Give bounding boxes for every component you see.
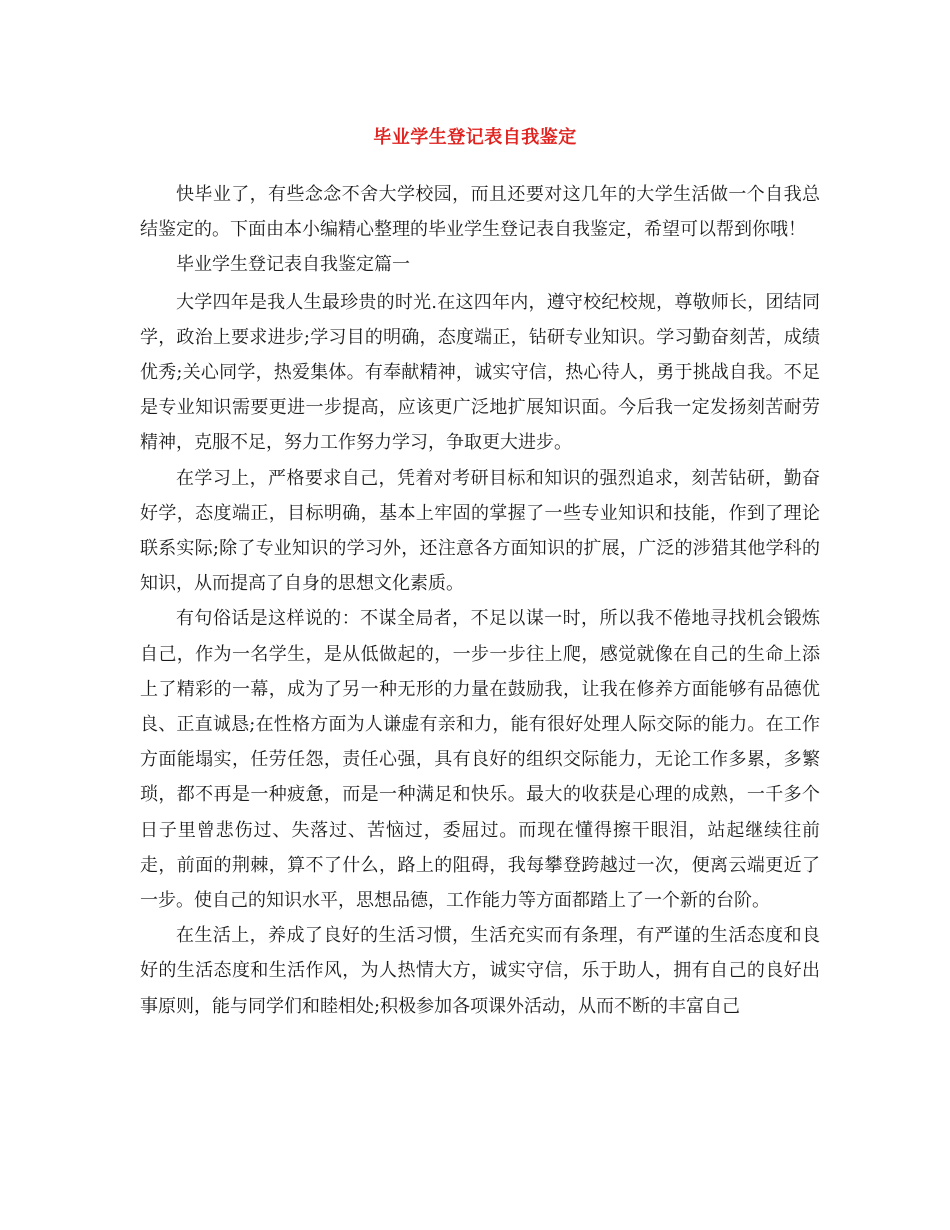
document-body	[140, 177, 820, 1024]
body-paragraph: 在学习上，严格要求自己，凭着对考研目标和知识的强烈追求，刻苦钻研，勤奋好学，态度端正，目标明确，基本上牢固的掌握了一些专业知识和技能，作到了理论联系实际;除了专业知识的学习外，还注意各方面知识的扩展，广泛的涉猎其他学科的知识，从而提高了自身的思想文化素质。	[140, 467, 820, 595]
section-heading: 毕业学生登记表自我鉴定篇一	[176, 254, 410, 276]
body-paragraph: 大学四年是我人生最珍贵的时光.在这四年内，遵守校纪校规，尊敬师长，团结同学，政治上要求进步;学习目的明确，态度端正，钻研专业知识。学习勤奋刻苦，成绩优秀;关心同学，热爱集体。有奉献精神，诚实守信，热心待人，勇于挑战自我。不足是专业知识需要更进一步提高，应该更广泛地扩展知识面。今后我一定发扬刻苦耐劳精神，克服不足，努力工作努力学习，争取更大进步。	[140, 291, 820, 454]
intro-paragraph: 快毕业了，有些念念不舍大学校园，而且还要对这几年的大学生活做一个自我总结鉴定的。下面由本小编精心整理的毕业学生登记表自我鉴定，希望可以帮到你哦！	[140, 184, 820, 241]
body-paragraph: 在生活上，养成了良好的生活习惯，生活充实而有条理，有严谨的生活态度和良好的生活态度和生活作风，为人热情大方，诚实守信，乐于助人，拥有自己的良好出事原则，能与同学们和睦相处;积极参加各项课外活动，从而不断的丰富自己	[140, 925, 820, 1017]
document-title: 毕业学生登记表自我鉴定	[373, 127, 577, 148]
body-paragraph: 有句俗话是这样说的：不谋全局者，不足以谋一时，所以我不倦地寻找机会锻炼自己，作为一名学生，是从低做起的，一步一步往上爬，感觉就像在自己的生命上添上了精彩的一幕，成为了另一种无形的力量在鼓励我，让我在修养方面能够有品德优良、正直诚恳;在性格方面为人谦虚有亲和力，能有很好处理人际交际的能力。在工作方面能塌实，任劳任怨，责任心强，具有良好的组织交际能力，无论工作多累，多繁琐，都不再是一种疲惫，而是一种满足和快乐。最大的收获是心理的成熟，一千多个日子里曾悲伤过、失落过、苦恼过，委屈过。而现在懂得擦干眼泪，站起继续往前走，前面的荆棘，算不了什么，路上的阻碍，我每攀登跨越过一次，便离云端更近了一步。使自己的知识水平，思想品德，工作能力等方面都踏上了一个新的台阶。	[140, 608, 820, 912]
